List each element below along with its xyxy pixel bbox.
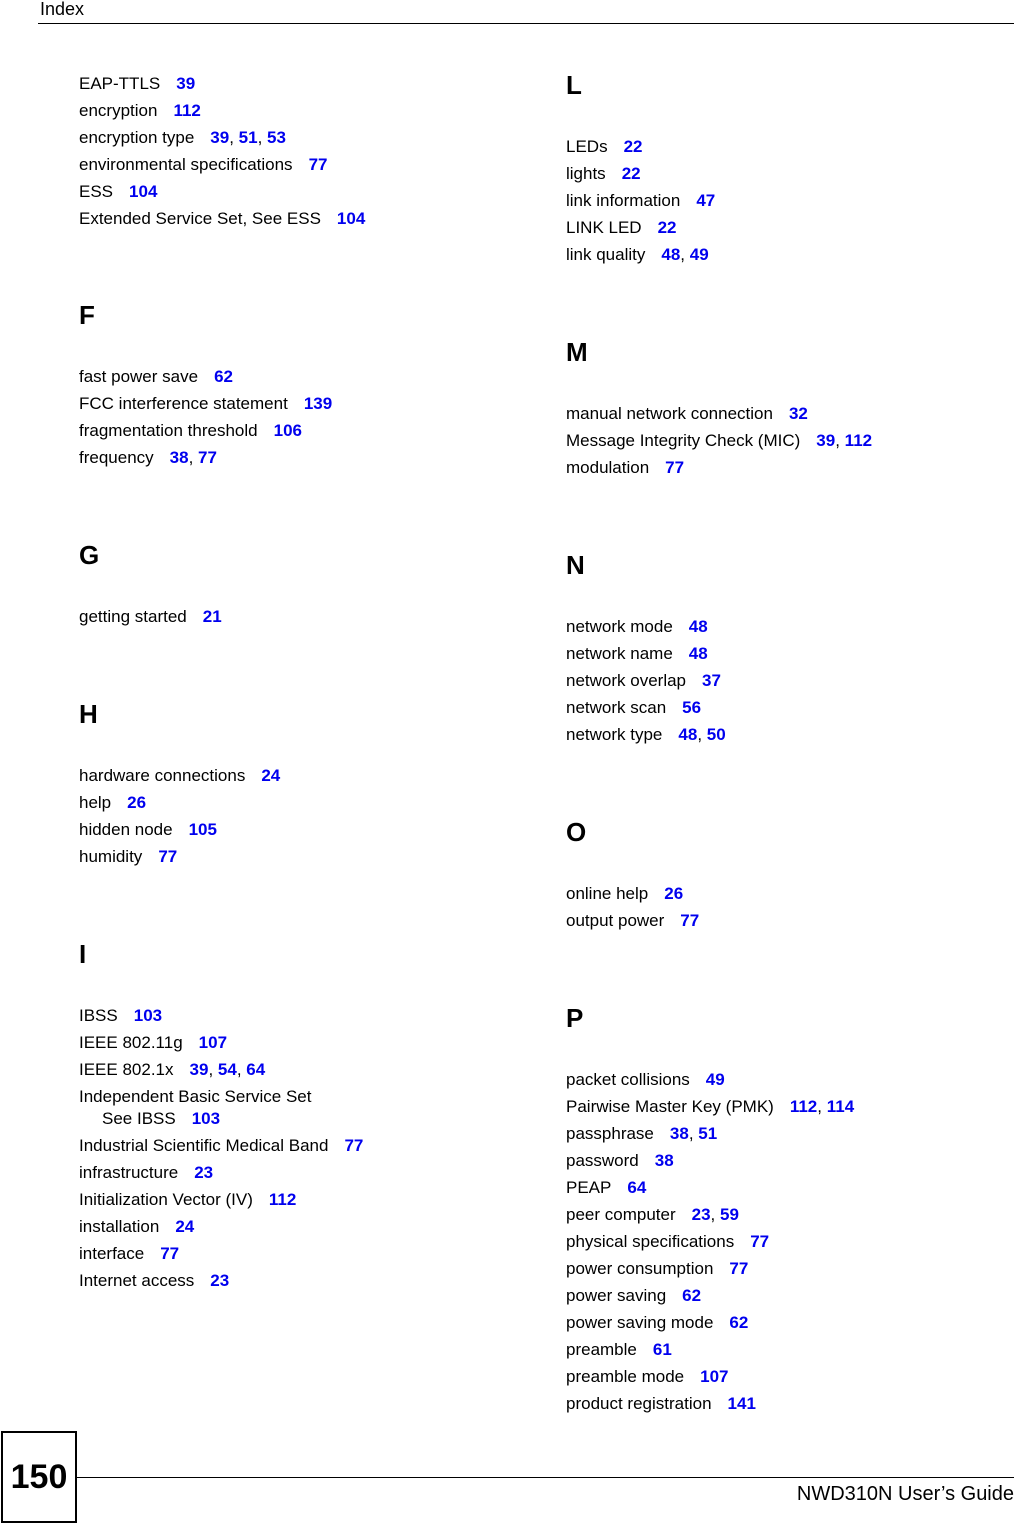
page-references <box>655 1151 674 1170</box>
page-references <box>210 1271 229 1290</box>
index-entry <box>79 363 519 390</box>
page-references <box>789 404 808 423</box>
index-term: fragmentation threshold <box>79 421 258 440</box>
page-link[interactable]: 103 <box>133 1006 163 1025</box>
index-entry <box>79 1002 519 1029</box>
index-entry <box>79 816 519 843</box>
page-separator: , <box>835 431 845 450</box>
page-references <box>203 607 222 626</box>
page-separator: , <box>188 448 199 467</box>
page-link[interactable]: 56 <box>682 698 702 717</box>
page-separator: , <box>697 725 707 744</box>
page-link[interactable]: 77 <box>665 458 685 477</box>
index-term: power saving mode <box>566 1313 714 1332</box>
index-group-f <box>79 363 519 471</box>
page-references <box>816 431 872 450</box>
page-link[interactable]: 50 <box>706 725 726 744</box>
page-references <box>692 1205 739 1224</box>
index-entry <box>79 444 519 471</box>
page-references <box>344 1136 363 1155</box>
page-link[interactable]: 39 <box>816 431 836 450</box>
index-entry <box>566 241 1006 268</box>
index-term: Message Integrity Check (MIC) <box>566 431 801 450</box>
index-entry <box>566 880 1006 907</box>
page-references <box>702 671 721 690</box>
page-link[interactable]: 77 <box>308 155 328 174</box>
index-entry <box>79 1213 519 1240</box>
index-group-i <box>79 1002 519 1294</box>
index-left-column <box>79 70 519 1294</box>
index-term: Industrial Scientific Medical Band <box>79 1136 329 1155</box>
page-link[interactable]: 22 <box>623 137 643 156</box>
page-references <box>269 1190 296 1209</box>
page-link[interactable]: 38 <box>654 1151 674 1170</box>
index-entry <box>79 390 519 417</box>
index-term: LEDs <box>566 137 608 156</box>
section-letter-o: O <box>566 817 587 847</box>
page-link[interactable]: 53 <box>267 128 286 147</box>
index-term: preamble <box>566 1340 637 1359</box>
page-link[interactable]: 104 <box>336 209 366 228</box>
index-term: ESS <box>79 182 114 201</box>
section-letter-l: L <box>566 70 582 100</box>
index-entry <box>566 1390 1006 1417</box>
index-group-o <box>566 880 1006 934</box>
index-term: infrastructure <box>79 1163 179 1182</box>
index-entry <box>79 1056 519 1083</box>
index-entry <box>79 789 519 816</box>
page-references <box>696 191 715 210</box>
page-references <box>678 725 725 744</box>
section-letter-m: M <box>566 337 588 367</box>
page-link[interactable]: 112 <box>268 1190 297 1209</box>
index-term: Extended Service Set, See ESS <box>79 209 321 228</box>
index-entry <box>79 1267 519 1294</box>
index-entry <box>566 1066 1006 1093</box>
page-link[interactable]: 112 <box>173 101 201 120</box>
page-link[interactable]: 114 <box>826 1097 855 1116</box>
page-references <box>274 421 302 440</box>
page-references <box>627 1178 646 1197</box>
section-letter-f: F <box>79 300 95 330</box>
index-term: fast power save <box>79 367 199 386</box>
page-link[interactable]: 26 <box>127 793 147 812</box>
page-separator: , <box>257 128 268 147</box>
page-link[interactable]: 77 <box>750 1232 770 1251</box>
page-number: 150 <box>1 1431 77 1523</box>
index-entry <box>566 214 1006 241</box>
index-term: network name <box>566 644 673 663</box>
index-entry <box>566 400 1006 427</box>
page-link[interactable]: 23 <box>194 1163 214 1182</box>
page-link[interactable]: 23 <box>691 1205 711 1224</box>
index-entry <box>79 1186 519 1213</box>
page-references <box>700 1367 728 1386</box>
index-term: peer computer <box>566 1205 676 1224</box>
footer-divider <box>76 1477 1014 1478</box>
page-separator: , <box>688 1124 699 1143</box>
page-separator: , <box>229 128 239 147</box>
index-entry <box>566 1336 1006 1363</box>
index-term: Pairwise Master Key (PMK) <box>566 1097 774 1116</box>
index-entry <box>79 843 519 870</box>
index-term: passphrase <box>566 1124 654 1143</box>
index-subentry <box>79 1108 519 1130</box>
page-link[interactable]: 49 <box>705 1070 725 1089</box>
section-letter-g: G <box>79 540 100 570</box>
page-separator: , <box>236 1060 247 1079</box>
index-entry <box>566 613 1006 640</box>
page-references <box>729 1259 748 1278</box>
index-term: LINK LED <box>566 218 642 237</box>
index-entry <box>79 1132 519 1159</box>
index-term: frequency <box>79 448 154 467</box>
page-references <box>670 1124 717 1143</box>
index-term: getting started <box>79 607 187 626</box>
index-entry <box>566 721 1006 748</box>
page-references <box>127 793 146 812</box>
index-entry <box>566 1093 1006 1120</box>
index-entry <box>566 1174 1006 1201</box>
page-references <box>790 1097 854 1116</box>
index-right-column <box>566 70 1006 1417</box>
index-term: IEEE 802.1x <box>79 1060 174 1079</box>
page-separator: , <box>710 1205 720 1224</box>
page-references <box>624 137 643 156</box>
index-group-h <box>79 762 519 870</box>
page-separator: , <box>680 245 690 264</box>
index-term: FCC interference statement <box>79 394 288 413</box>
index-term: power consumption <box>566 1259 714 1278</box>
section-letter-n: N <box>566 550 585 580</box>
page-link[interactable]: 62 <box>682 1286 702 1305</box>
index-entry <box>79 205 519 232</box>
index-term: modulation <box>566 458 650 477</box>
page-link[interactable]: 48 <box>688 617 708 636</box>
section-letter-h: H <box>79 699 98 729</box>
page-link[interactable]: 24 <box>261 766 281 785</box>
page-references <box>689 644 708 663</box>
index-entry <box>566 160 1006 187</box>
index-entry <box>566 640 1006 667</box>
index-term: packet collisions <box>566 1070 690 1089</box>
index-term: online help <box>566 884 649 903</box>
index-term: network overlap <box>566 671 687 690</box>
page-references <box>192 1109 220 1128</box>
header-divider <box>38 23 1014 24</box>
page-link[interactable]: 61 <box>652 1340 672 1359</box>
page-references <box>261 766 280 785</box>
page-references <box>729 1313 748 1332</box>
index-entry <box>566 1282 1006 1309</box>
page-link[interactable]: 139 <box>303 394 333 413</box>
index-entry <box>566 907 1006 934</box>
index-term: password <box>566 1151 639 1170</box>
page-link[interactable]: 51 <box>698 1124 718 1143</box>
page-references <box>750 1232 769 1251</box>
page-references <box>199 1033 227 1052</box>
page-references <box>653 1340 672 1359</box>
index-subterm: See IBSS <box>102 1109 176 1128</box>
index-term: manual network connection <box>566 404 773 423</box>
page-references <box>682 1286 701 1305</box>
page-references <box>160 1244 179 1263</box>
page-link[interactable]: 39 <box>210 128 230 147</box>
index-term: physical specifications <box>566 1232 735 1251</box>
running-header-title: Index <box>40 0 85 19</box>
page-references <box>689 617 708 636</box>
index-entry <box>566 1255 1006 1282</box>
page-link[interactable]: 141 <box>727 1394 756 1413</box>
index-entry <box>566 187 1006 214</box>
index-group-e-continued <box>79 70 519 232</box>
page-references <box>664 884 683 903</box>
index-entry <box>79 1086 519 1130</box>
index-term: link information <box>566 191 681 210</box>
index-term: Independent Basic Service Set <box>79 1087 312 1106</box>
page-link[interactable]: 77 <box>198 448 217 467</box>
page-link[interactable]: 64 <box>627 1178 647 1197</box>
index-term: help <box>79 793 112 812</box>
page-references <box>210 128 286 147</box>
page-link[interactable]: 106 <box>273 421 302 440</box>
index-term: network mode <box>566 617 673 636</box>
page-link[interactable]: 24 <box>175 1217 195 1236</box>
page-link[interactable]: 48 <box>661 245 681 264</box>
page-link[interactable]: 105 <box>188 820 217 839</box>
index-term: IEEE 802.11g <box>79 1033 183 1052</box>
index-term: product registration <box>566 1394 712 1413</box>
page-link[interactable]: 112 <box>844 431 873 450</box>
page-link[interactable]: 107 <box>198 1033 228 1052</box>
page-references <box>170 448 217 467</box>
page-link[interactable]: 21 <box>202 607 222 626</box>
index-entry <box>79 603 519 630</box>
page-references <box>304 394 332 413</box>
page-link[interactable]: 38 <box>169 448 189 467</box>
page-link[interactable]: 38 <box>669 1124 689 1143</box>
index-entry <box>79 1029 519 1056</box>
index-term: interface <box>79 1244 145 1263</box>
page-link[interactable]: 64 <box>246 1060 266 1079</box>
page-references <box>661 245 708 264</box>
index-group-g <box>79 603 519 630</box>
page-separator: , <box>817 1097 827 1116</box>
page-link[interactable]: 47 <box>696 191 716 210</box>
index-term: preamble mode <box>566 1367 685 1386</box>
index-entry <box>79 1159 519 1186</box>
page-references <box>190 1060 266 1079</box>
index-term: encryption type <box>79 128 195 147</box>
index-term: EAP-TTLS <box>79 74 161 93</box>
page-separator: , <box>208 1060 218 1079</box>
index-term: link quality <box>566 245 646 264</box>
page-link[interactable]: 62 <box>729 1313 749 1332</box>
index-term: IBSS <box>79 1006 118 1025</box>
page-references <box>134 1006 162 1025</box>
page-references <box>658 218 677 237</box>
index-term: humidity <box>79 847 143 866</box>
index-entry <box>79 762 519 789</box>
section-letter-p: P <box>566 1003 584 1033</box>
index-group-m <box>566 400 1006 481</box>
index-term: hidden node <box>79 820 173 839</box>
index-term: Initialization Vector (IV) <box>79 1190 253 1209</box>
page-link[interactable]: 104 <box>129 182 158 201</box>
index-term: installation <box>79 1217 160 1236</box>
page-references <box>309 155 328 174</box>
page-references <box>665 458 684 477</box>
page-references <box>194 1163 213 1182</box>
page-link[interactable]: 49 <box>689 245 709 264</box>
page-references <box>706 1070 725 1089</box>
index-entry <box>79 124 519 151</box>
index-term: output power <box>566 911 665 930</box>
index-entry <box>566 667 1006 694</box>
page-link[interactable]: 62 <box>214 367 233 386</box>
index-term: lights <box>566 164 606 183</box>
page-references <box>680 911 699 930</box>
page-link[interactable]: 39 <box>176 74 196 93</box>
index-entry <box>566 427 1006 454</box>
page-references <box>214 367 233 386</box>
index-entry <box>79 97 519 124</box>
page-link[interactable]: 59 <box>720 1205 739 1224</box>
page-references <box>622 164 641 183</box>
page-link[interactable]: 51 <box>238 128 258 147</box>
section-letter-i: I <box>79 939 87 969</box>
page-link[interactable]: 54 <box>217 1060 237 1079</box>
index-term: network type <box>566 725 663 744</box>
page-link[interactable]: 22 <box>621 164 641 183</box>
page-references <box>189 820 217 839</box>
index-entry <box>566 1228 1006 1255</box>
page-link[interactable]: 77 <box>729 1259 749 1278</box>
index-entry <box>566 1120 1006 1147</box>
page-link[interactable]: 112 <box>789 1097 818 1116</box>
page-references <box>129 182 157 201</box>
page-references <box>682 698 701 717</box>
page-link[interactable]: 23 <box>210 1271 230 1290</box>
index-group-l <box>566 133 1006 268</box>
page-references <box>158 847 177 866</box>
page-link[interactable]: 26 <box>664 884 684 903</box>
index-entry <box>566 694 1006 721</box>
index-group-n <box>566 613 1006 748</box>
index-entry <box>79 417 519 444</box>
index-entry <box>79 1240 519 1267</box>
page-link[interactable]: 48 <box>688 644 708 663</box>
page-references <box>728 1394 756 1413</box>
index-entry <box>566 454 1006 481</box>
index-term: encryption <box>79 101 158 120</box>
index-entry <box>566 133 1006 160</box>
index-entry <box>79 70 519 97</box>
page-link[interactable]: 39 <box>189 1060 209 1079</box>
page-link[interactable]: 37 <box>702 671 721 690</box>
page-link[interactable]: 48 <box>678 725 698 744</box>
index-term: network scan <box>566 698 667 717</box>
index-term: power saving <box>566 1286 667 1305</box>
footer-guide-title: NWD310N User’s Guide <box>796 1483 1014 1505</box>
index-entry <box>566 1201 1006 1228</box>
page-link[interactable]: 32 <box>788 404 808 423</box>
index-term: Internet access <box>79 1271 195 1290</box>
index-term: PEAP <box>566 1178 612 1197</box>
index-entry <box>79 178 519 205</box>
page-link[interactable]: 77 <box>680 911 700 930</box>
page-link[interactable]: 77 <box>344 1136 364 1155</box>
page-references <box>173 101 200 120</box>
page-link[interactable]: 103 <box>191 1109 221 1128</box>
index-entry <box>566 1363 1006 1390</box>
page-references <box>337 209 365 228</box>
index-term: hardware connections <box>79 766 246 785</box>
index-term: environmental specifications <box>79 155 293 174</box>
index-entry <box>79 151 519 178</box>
page-references <box>176 74 195 93</box>
page-link[interactable]: 107 <box>700 1367 729 1386</box>
index-group-p <box>566 1066 1006 1417</box>
index-entry <box>566 1309 1006 1336</box>
index-entry <box>566 1147 1006 1174</box>
page-link[interactable]: 77 <box>160 1244 180 1263</box>
page-references <box>175 1217 194 1236</box>
page-link[interactable]: 22 <box>657 218 677 237</box>
page-link[interactable]: 77 <box>158 847 178 866</box>
